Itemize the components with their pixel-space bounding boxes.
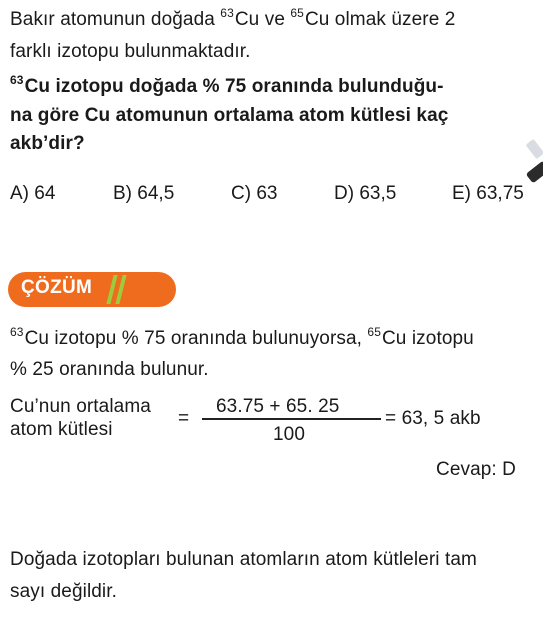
formula-denominator: 100 xyxy=(273,424,306,445)
pencil-icon xyxy=(526,139,543,159)
option-e[interactable]: E) 63,75 xyxy=(452,183,524,204)
question-line-1 xyxy=(10,6,456,31)
question-text-part: Cu olmak üzere 2 xyxy=(304,9,456,30)
mass-number: 65 xyxy=(367,325,381,339)
formula-lhs-line-1: Cu’nun ortalama xyxy=(10,396,151,417)
option-d[interactable]: D) 63,5 xyxy=(334,183,397,204)
solution-text-part: Cu izotopu % 75 oranında bulunuyorsa, xyxy=(24,328,368,349)
solution-badge xyxy=(8,272,176,307)
formula-numerator: 63.75 + 65. 25 xyxy=(216,396,340,417)
formula-equals: = xyxy=(178,408,190,429)
pencil-body-icon xyxy=(526,160,543,183)
option-b[interactable]: B) 64,5 xyxy=(113,183,175,204)
answer-text: Cevap: D xyxy=(436,459,517,480)
mass-number: 63 xyxy=(10,73,24,87)
fraction-bar xyxy=(202,418,381,420)
badge-slash-icon xyxy=(115,275,126,304)
note-line-2: sayı değildir. xyxy=(10,581,118,602)
formula-lhs-line-2: atom kütlesi xyxy=(10,419,113,440)
mass-number: 63 xyxy=(10,325,24,339)
solution-line-1 xyxy=(10,325,474,350)
question-line-2: farklı izotopu bulunmaktadır. xyxy=(10,41,251,62)
option-a[interactable]: A) 64 xyxy=(10,183,56,204)
question-text-part: Bakır atomunun doğada xyxy=(10,9,221,30)
question-bold-line-3: akb’dir? xyxy=(10,133,85,154)
solution-text-part: Cu izotopu xyxy=(381,328,474,349)
note-line-1: Doğada izotopları bulunan atomların atom kütleleri tam xyxy=(10,549,477,570)
mass-number: 63 xyxy=(220,6,234,20)
option-c[interactable]: C) 63 xyxy=(231,183,278,204)
question-text-part: Cu izotopu doğada % 75 oranında bulunduğu- xyxy=(24,76,444,97)
solution-line-2: % 25 oranında bulunur. xyxy=(10,359,209,380)
solution-badge-label: ÇÖZÜM xyxy=(21,277,93,298)
question-bold-line-2: na göre Cu atomunun ortalama atom kütlesi kaç xyxy=(10,105,449,126)
formula-result: = 63, 5 akb xyxy=(385,408,481,429)
mass-number: 65 xyxy=(290,6,304,20)
question-bold-line-1 xyxy=(10,73,444,98)
question-text-part: Cu ve xyxy=(234,9,291,30)
